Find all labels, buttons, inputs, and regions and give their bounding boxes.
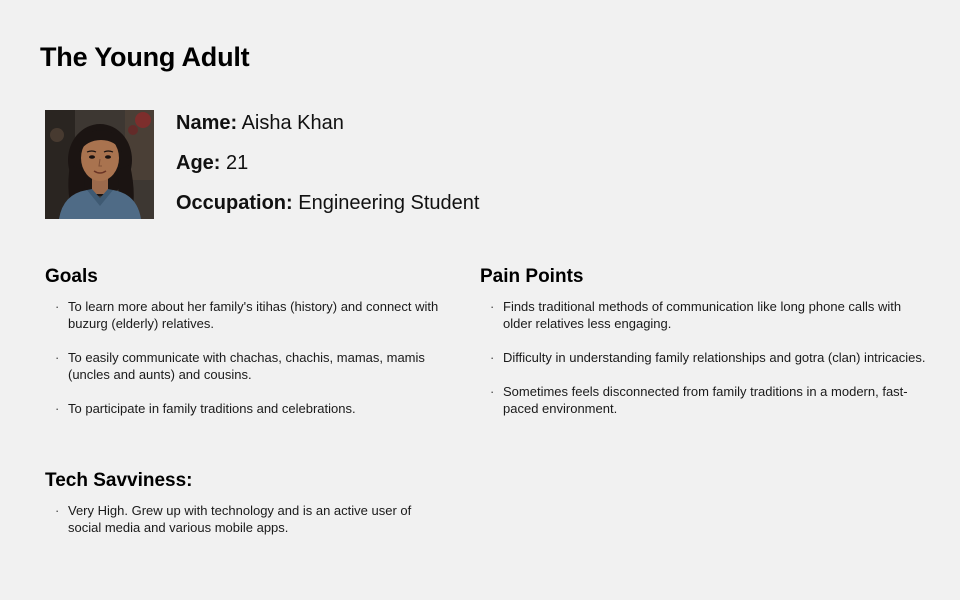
list-item [45,400,445,417]
pain-point-text: Sometimes feels disconnected from family traditions in a modern, fast-paced environment. [503,384,908,416]
age-row [176,151,479,175]
goal-text: To participate in family traditions and celebrations. [68,401,356,416]
age-label: Age: [176,152,221,174]
persona-info [176,111,479,231]
goals-section [45,266,445,434]
pain-point-text: Difficulty in understanding family relationships and gotra (clan) intricacies. [503,350,926,365]
tech-savviness-list [45,502,445,536]
occupation-row [176,191,479,215]
goal-text: To easily communicate with chachas, chachis, mamas, mamis (uncles and aunts) and cousins. [68,350,425,382]
list-item [480,298,930,332]
name-label: Name: [176,112,238,134]
list-item [480,383,930,417]
occupation-value: Engineering Student [298,192,480,214]
name-value: Aisha Khan [241,112,344,134]
portrait-illustration [45,110,154,219]
occupation-label: Occupation: [176,192,293,214]
tech-savviness-heading: Tech Savviness: [45,470,193,491]
bullet-icon: · [55,350,60,365]
pain-points-section [480,266,930,434]
tech-savviness-section [45,470,445,553]
persona-photo [45,110,154,219]
page-title: The Young Adult [40,42,250,72]
bullet-icon: · [55,299,60,314]
goals-list [45,298,445,417]
bullet-icon: · [490,384,495,399]
list-item [45,349,445,383]
goal-text: To learn more about her family's itihas (history) and connect with buzurg (elderly) relatives. [68,299,439,331]
list-item [480,349,930,366]
pain-point-text: Finds traditional methods of communication like long phone calls with older relatives less engaging. [503,299,902,331]
pain-points-list [480,298,930,417]
list-item [45,298,445,332]
tech-savviness-text: Very High. Grew up with technology and is an active user of social media and various mobile apps. [68,503,412,535]
bullet-icon: · [490,350,495,365]
bullet-icon: · [55,401,60,416]
goals-heading: Goals [45,266,98,287]
bullet-icon: · [55,503,60,518]
bullet-icon: · [490,299,495,314]
pain-points-heading: Pain Points [480,266,584,287]
list-item [45,502,445,536]
age-value: 21 [226,152,249,174]
name-row [176,111,479,135]
